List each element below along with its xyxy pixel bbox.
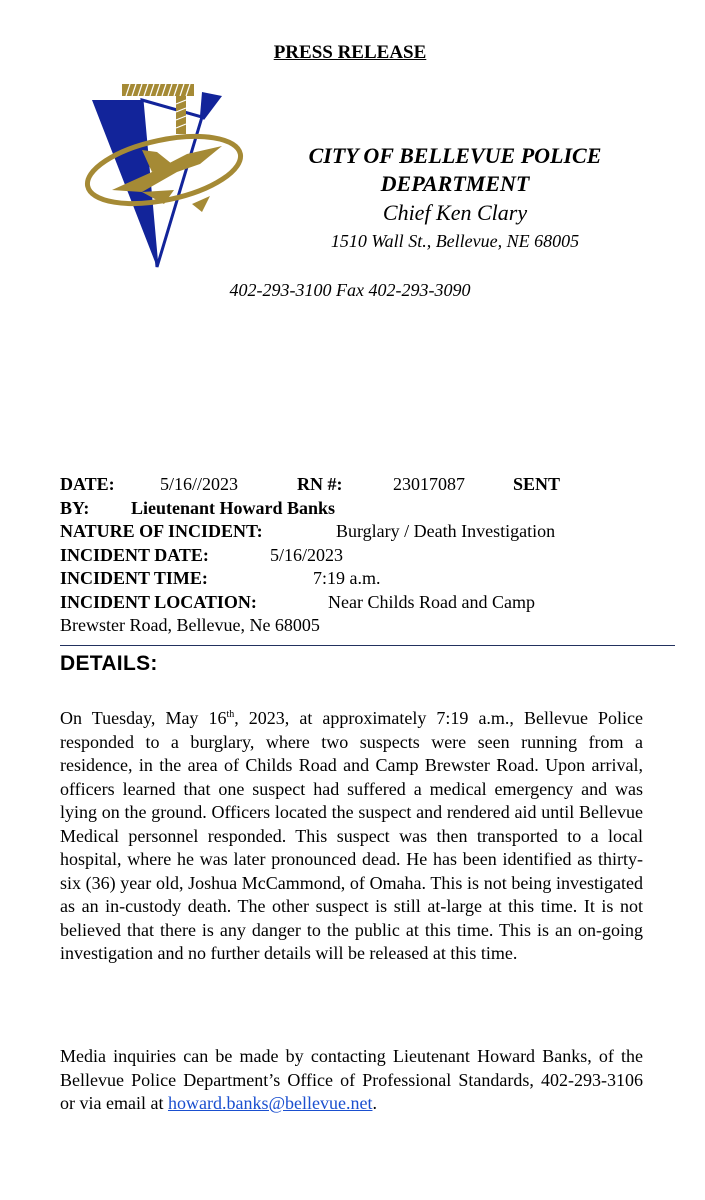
- date-value: 5/16//2023: [160, 474, 239, 494]
- press-release-title: PRESS RELEASE: [273, 42, 427, 63]
- location-label: INCIDENT LOCATION:: [60, 591, 257, 612]
- location-row-continued: [60, 614, 675, 638]
- sent-by-label: BY:: [60, 497, 90, 518]
- media-inquiries-text: Media inquiries can be made by contacting Lieutenant Howard Banks, of the Bellevue Police Department’s Office of Professional Standards, 402-293-3106 or via email at: [60, 1046, 643, 1113]
- incident-time-row: [60, 567, 675, 591]
- location-value: Near Childs Road and Camp: [328, 591, 535, 612]
- date-label: DATE:: [60, 474, 115, 494]
- incident-date-value: 5/16/2023: [270, 544, 344, 565]
- incident-info-block: [60, 473, 675, 638]
- paragraph-start: On Tuesday, May 16: [60, 708, 227, 728]
- section-divider: [60, 645, 675, 646]
- department-name: CITY OF BELLEVUE POLICE DEPARTMENT: [308, 143, 602, 196]
- phone-fax: 402-293-3100 Fax 402-293-3090: [229, 280, 471, 300]
- details-paragraph: [60, 707, 643, 966]
- date-row: [60, 473, 675, 497]
- nature-label: NATURE OF INCIDENT:: [60, 521, 263, 541]
- incident-date-row: [60, 544, 675, 568]
- sent-by-value: Lieutenant Howard Banks: [131, 497, 336, 518]
- rn-label: RN #:: [297, 474, 343, 494]
- location-value-continued: Brewster Road, Bellevue, Ne 68005: [60, 615, 320, 635]
- nature-value: Burglary / Death Investigation: [336, 521, 556, 541]
- ordinal-suffix: th: [226, 709, 235, 720]
- sent-by-row: [60, 497, 675, 521]
- nature-row: [60, 520, 675, 544]
- department-address: 1510 Wall St., Bellevue, NE 68005: [330, 231, 580, 251]
- incident-time-label: INCIDENT TIME:: [60, 568, 208, 588]
- paragraph-end: .: [372, 1093, 377, 1113]
- rn-value: 23017087: [393, 474, 465, 494]
- paragraph-rest: , 2023, at approximately 7:19 a.m., Bellevue Police responded to a burglary, where two suspects were seen running from a residence, in the area of Childs Road and Camp Brewster Road. Upon arrival, officers learned that one suspect had suffered a medical emergency and was lying on the ground. Officers located the suspect and rendered aid until Bellevue Medical personnel responded. This suspect was then transported to a local hospital, where he was later pronounced dead. He has been identified as thirty-six (36) year old, Joshua McCammond, of Omaha. This is not being investigated as an in-custody death. The other suspect is still at-large at this time. It is not believed that there is any danger to the public at this time. This is an on-going investigation and no further details will be released at this time.: [60, 708, 643, 963]
- sent-label: SENT: [513, 474, 561, 494]
- details-heading: DETAILS:: [60, 652, 158, 675]
- email-link[interactable]: howard.banks@bellevue.net: [167, 1093, 373, 1113]
- location-row: [60, 591, 675, 615]
- police-badge-jet-logo-icon: [82, 72, 252, 272]
- chief-name: Chief Ken Clary: [382, 200, 528, 225]
- incident-time-value: 7:19 a.m.: [313, 568, 381, 588]
- media-inquiries-paragraph: [60, 1045, 643, 1116]
- incident-date-label: INCIDENT DATE:: [60, 544, 209, 565]
